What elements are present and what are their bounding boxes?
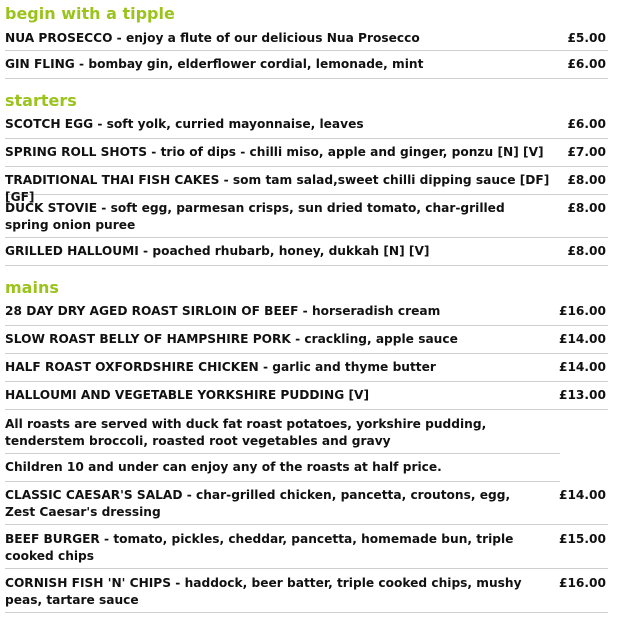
item-price: £14.00 xyxy=(558,332,606,346)
item-name: SCOTCH EGG xyxy=(5,117,94,131)
item-name: SLOW ROAST BELLY OF HAMPSHIRE PORK xyxy=(5,332,291,346)
menu-item-text xyxy=(5,28,558,50)
menu-item-text xyxy=(5,529,558,568)
section-title-tipple: begin with a tipple xyxy=(5,4,175,23)
menu-item-text xyxy=(5,354,558,379)
menu-item-text xyxy=(5,139,558,164)
item-price: £8.00 xyxy=(567,244,606,258)
item-name: HALLOUMI AND VEGETABLE YORKSHIRE PUDDING [V] xyxy=(5,388,370,402)
menu xyxy=(0,4,618,613)
children-note-text: Children 10 and under can enjoy any of the roasts at half price. xyxy=(5,460,442,474)
item-name: DUCK STOVIE xyxy=(5,201,98,215)
item-price: £8.00 xyxy=(567,201,606,215)
menu-item xyxy=(5,382,608,410)
item-price: £16.00 xyxy=(558,576,606,590)
item-price: £14.00 xyxy=(558,488,606,502)
item-desc: - haddock, beer batter, triple cooked chips, mushy peas, tartare sauce xyxy=(5,576,522,607)
item-name: GRILLED HALLOUMI xyxy=(5,244,139,258)
menu-item xyxy=(5,238,608,266)
item-desc: - trio of dips - chilli miso, apple and ginger, ponzu [N] [V] xyxy=(147,145,544,159)
menu-item xyxy=(5,525,608,569)
menu-item-text xyxy=(5,298,558,323)
item-desc: - garlic and thyme butter xyxy=(258,360,436,374)
item-desc: - char-grilled chicken, pancetta, croutons, egg, Zest Caesar's dressing xyxy=(5,488,511,519)
item-name: BEEF BURGER xyxy=(5,532,100,546)
item-desc: - soft egg, parmesan crisps, sun dried tomato, char-grilled spring onion puree xyxy=(5,201,505,232)
roast-note-text: All roasts are served with duck fat roast potatoes, yorkshire pudding, tenderstem broccoli, roasted root vegetables and gravy xyxy=(5,417,487,448)
item-name: TRADITIONAL THAI FISH CAKES xyxy=(5,173,220,187)
menu-item xyxy=(5,326,608,354)
menu-item-text xyxy=(5,326,558,351)
item-desc: - enjoy a flute of our delicious Nua Prosecco xyxy=(112,31,420,45)
item-name: 28 DAY DRY AGED ROAST SIRLOIN OF BEEF xyxy=(5,304,299,318)
item-price: £15.00 xyxy=(558,532,606,546)
menu-item xyxy=(5,28,608,51)
item-desc: - som tam salad,sweet chilli dipping sauce [DF] [GF] xyxy=(5,173,550,204)
menu-item xyxy=(5,139,608,167)
section-title-starters: starters xyxy=(5,91,77,110)
item-name: CORNISH FISH 'N' CHIPS xyxy=(5,576,172,590)
children-note xyxy=(5,454,560,482)
menu-item xyxy=(5,51,608,79)
item-desc: - horseradish cream xyxy=(298,304,441,318)
item-desc: - soft yolk, curried mayonnaise, leaves xyxy=(93,117,364,131)
menu-item-text xyxy=(5,485,558,524)
menu-item-text xyxy=(5,238,558,263)
item-name: GIN FLING xyxy=(5,57,75,71)
menu-item-text xyxy=(5,51,558,76)
item-price: £13.00 xyxy=(558,388,606,402)
menu-item xyxy=(5,298,608,326)
menu-item-text xyxy=(5,198,558,237)
menu-item xyxy=(5,195,608,238)
item-name: NUA PROSECCO xyxy=(5,31,113,45)
item-name: CLASSIC CAESAR'S SALAD xyxy=(5,488,183,502)
item-price: £6.00 xyxy=(567,57,606,71)
item-price: £7.00 xyxy=(567,145,606,159)
menu-item-text xyxy=(5,573,558,612)
item-price: £8.00 xyxy=(567,173,606,187)
menu-item-text xyxy=(5,382,558,407)
menu-item xyxy=(5,569,608,613)
item-desc: - crackling, apple sauce xyxy=(290,332,458,346)
menu-item xyxy=(5,482,608,525)
section-title-mains: mains xyxy=(5,278,59,297)
item-name: HALF ROAST OXFORDSHIRE CHICKEN xyxy=(5,360,259,374)
menu-item xyxy=(5,167,608,204)
menu-item xyxy=(5,354,608,382)
item-price: £6.00 xyxy=(567,117,606,131)
item-desc: - tomato, pickles, cheddar, pancetta, homemade bun, triple cooked chips xyxy=(5,532,514,563)
menu-item xyxy=(5,111,608,139)
item-desc: - poached rhubarb, honey, dukkah [N] [V] xyxy=(138,244,430,258)
menu-item-text xyxy=(5,111,558,136)
item-price: £16.00 xyxy=(558,304,606,318)
item-price: £14.00 xyxy=(558,360,606,374)
roast-note xyxy=(5,410,560,454)
item-name: SPRING ROLL SHOTS xyxy=(5,145,148,159)
item-price: £5.00 xyxy=(567,31,606,45)
item-desc: - bombay gin, elderflower cordial, lemonade, mint xyxy=(74,57,424,71)
